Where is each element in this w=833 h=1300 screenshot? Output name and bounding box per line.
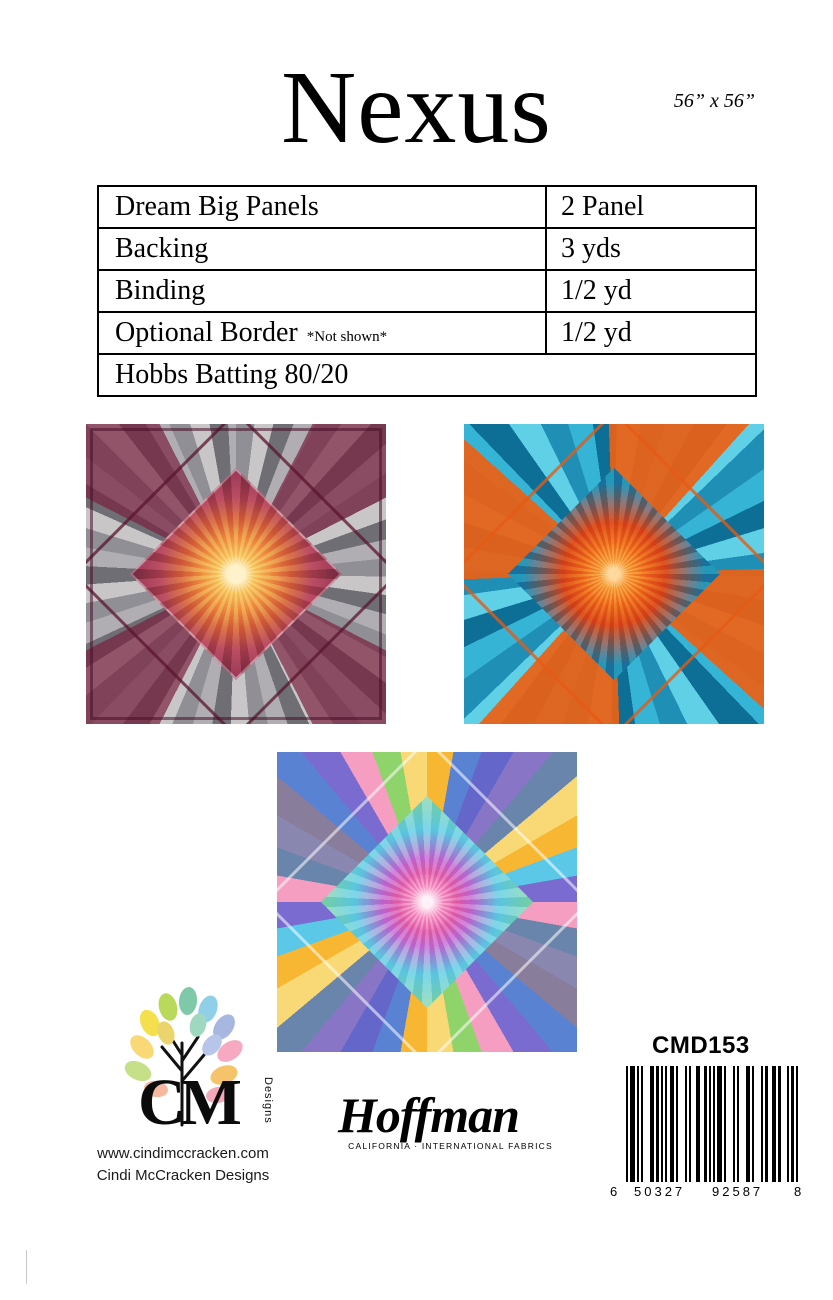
designer-designs-label: Designs (262, 1077, 274, 1124)
barcode-bars (626, 1066, 798, 1182)
table-row (99, 313, 755, 355)
materials-label-cell (99, 271, 547, 311)
materials-value: 1/2 yd (561, 275, 632, 306)
materials-label: Dream Big Panels (115, 191, 319, 222)
quilt-sample-image-3 (277, 752, 577, 1052)
table-row (99, 355, 755, 397)
page-edge-mark (26, 1250, 27, 1284)
materials-table (97, 185, 757, 397)
table-row (99, 187, 755, 229)
designer-website[interactable]: www.cindimccracken.com (97, 1145, 269, 1162)
fabric-brand-logo (338, 1087, 563, 1170)
designer-logo-block (78, 985, 288, 1184)
barcode-group-2: 92587 (712, 1184, 764, 1199)
quilt-dimensions: 56” x 56” (673, 90, 755, 112)
quilt-sample-image-1 (86, 424, 386, 724)
materials-value: 1/2 yd (561, 317, 632, 348)
barcode-left-digit: 6 (610, 1184, 618, 1199)
page-title: Nexus (281, 50, 552, 165)
designer-name: Cindi McCracken Designs (96, 1167, 270, 1184)
materials-note: *Not shown* (306, 329, 388, 345)
materials-label: Backing (115, 233, 209, 264)
materials-label: Binding (115, 275, 206, 306)
materials-label: Hobbs Batting 80/20 (115, 359, 349, 390)
title-block (0, 48, 833, 178)
materials-label-cell (99, 229, 547, 269)
barcode-right-digit: 8 (794, 1184, 802, 1199)
table-row (99, 229, 755, 271)
pattern-code: CMD153 (652, 1032, 750, 1059)
fabric-brand-tagline: CALIFORNIA · INTERNATIONAL FABRICS (348, 1141, 553, 1151)
fabric-brand-name: Hoffman (338, 1087, 519, 1143)
materials-label-cell (99, 313, 547, 353)
barcode (608, 1066, 808, 1206)
table-row (99, 271, 755, 313)
barcode-group-1: 50327 (634, 1184, 686, 1199)
materials-value: 2 Panel (561, 191, 645, 222)
quilt-frame (90, 428, 382, 720)
materials-value: 3 yds (561, 233, 621, 264)
materials-label: Optional Border (115, 317, 298, 348)
materials-label-cell (99, 355, 755, 395)
materials-label-cell (99, 187, 547, 227)
designer-monogram: CM (138, 1066, 236, 1139)
quilt-sample-image-2 (464, 424, 764, 724)
